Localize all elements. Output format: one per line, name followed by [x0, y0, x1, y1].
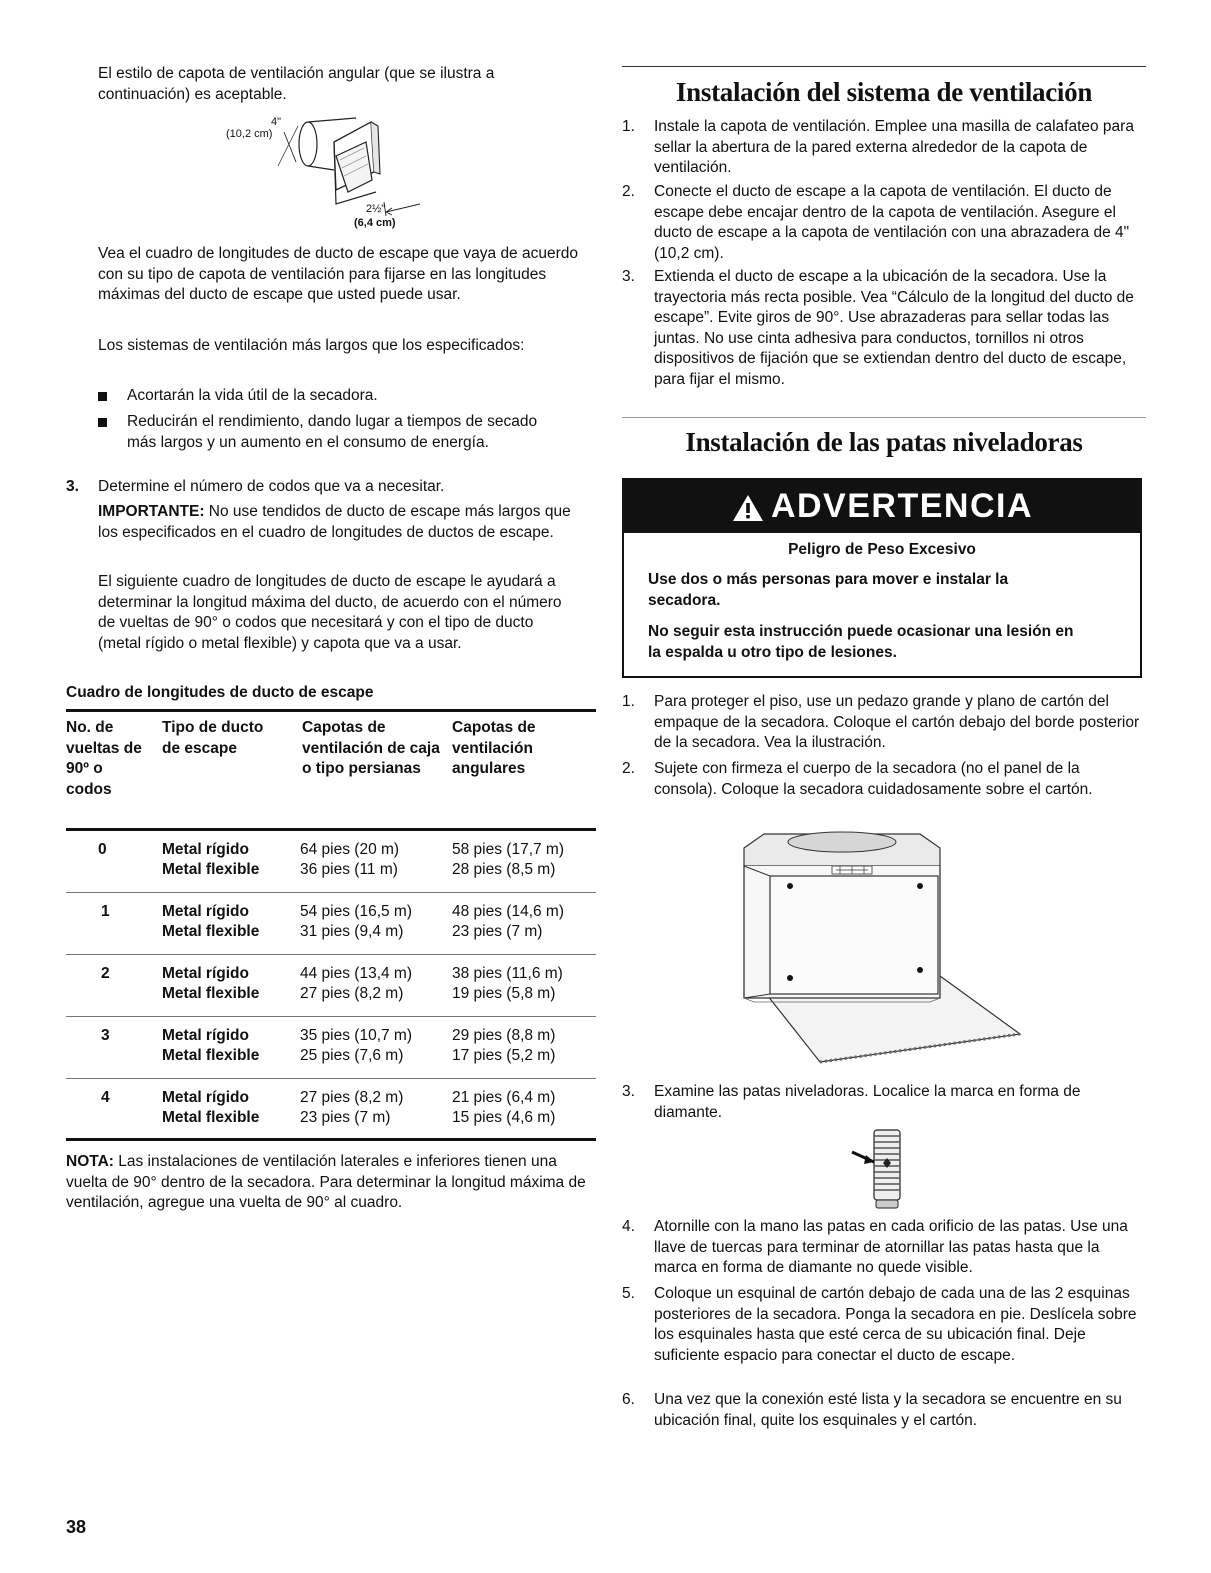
note-paragraph — [66, 1152, 586, 1214]
table-header-duct-type: Tipo de ducto de escape — [162, 719, 264, 757]
step-number: 1. — [622, 693, 635, 710]
bullet-text: Acortarán la vida útil de la secadora. — [127, 387, 378, 404]
row-type-flexible: Metal flexible — [162, 861, 260, 878]
warning-subtitle: Peligro de Peso Excesivo — [788, 541, 976, 558]
step-text: Conecte el ducto de escape a la capota de ventilación. El ducto de escape debe encajar dentro de la capota de ventilación. Asegure el ducto de escape a la capota de ventilación con una abrazadera de 4" (10,2 cm). — [654, 183, 1130, 262]
step-text: Coloque un esquinal de cartón debajo de cada una de las 2 esquinas posteriores de la secadora. Ponga la secadora en pie. Deslícela sobre los esquinales hasta que esté cerca de su ubicación final. Deje suficiente espacio para conectar el ducto de escape. — [654, 1285, 1137, 1364]
row-box-rigid: 54 pies (16,5 m) — [300, 903, 412, 920]
row-turns: 3 — [101, 1027, 110, 1044]
row-turns: 0 — [98, 841, 107, 858]
warning-box — [622, 478, 1142, 678]
section-top-rule — [622, 66, 1146, 67]
row-box-flexible: 25 pies (7,6 m) — [300, 1047, 404, 1064]
intro-paragraph: El estilo de capota de ventilación angular (que se ilustra a continuación) es aceptable. — [98, 65, 495, 103]
row-box-flexible: 31 pies (9,4 m) — [300, 923, 404, 940]
hood-dim-depth: 2½" — [366, 203, 386, 215]
row-type-rigid: Metal rígido — [162, 1027, 249, 1044]
note-text: Las instalaciones de ventilación laterales e inferiores tienen una vuelta de 90° dentro de la secadora. Para determinar la longitud máxima de ventilación, agregue una vuelta de 90° al cuadro. — [66, 1153, 586, 1211]
step-number: 3. — [66, 478, 79, 495]
hood-dim-width-metric: (10,2 cm) — [226, 128, 273, 140]
bullet-text: Reducirán el rendimiento, dando lugar a tiempos de secado más largos y un aumento en el consumo de energía. — [127, 413, 538, 451]
row-box-rigid: 44 pies (13,4 m) — [300, 965, 412, 982]
row-type-rigid: Metal rígido — [162, 903, 249, 920]
section-divider — [622, 417, 1146, 418]
step-number: 1. — [622, 118, 635, 135]
row-angular-flexible: 28 pies (8,5 m) — [452, 861, 556, 878]
table-row-rule — [66, 1016, 596, 1017]
step-text: Determine el número de codos que va a necesitar. — [98, 478, 445, 495]
step-number: 2. — [622, 183, 635, 200]
row-box-rigid: 35 pies (10,7 m) — [300, 1027, 412, 1044]
note-label: NOTA: — [66, 1153, 114, 1170]
table-row-rule — [66, 892, 596, 893]
row-angular-flexible: 19 pies (5,8 m) — [452, 985, 556, 1002]
leveling-leg-illustration — [848, 1128, 918, 1210]
step-number: 2. — [622, 760, 635, 777]
row-angular-rigid: 21 pies (6,4 m) — [452, 1089, 556, 1106]
longer-systems-paragraph: Los sistemas de ventilación más largos que los especificados: — [98, 337, 525, 354]
step-number: 3. — [622, 1083, 635, 1100]
leveling-legs-heading: Instalación de las patas niveladoras — [685, 427, 1083, 457]
table-row-rule — [66, 954, 596, 955]
row-angular-rigid: 38 pies (11,6 m) — [452, 965, 563, 982]
important-note — [98, 502, 578, 543]
row-angular-flexible: 15 pies (4,6 m) — [452, 1109, 556, 1126]
row-turns: 4 — [101, 1089, 110, 1106]
row-type-rigid: Metal rígido — [162, 1089, 249, 1106]
step-number: 5. — [622, 1285, 635, 1302]
bullet-square-icon — [98, 392, 107, 401]
row-type-flexible: Metal flexible — [162, 985, 260, 1002]
dryer-on-cardboard-illustration — [740, 826, 1030, 1074]
row-box-flexible: 27 pies (8,2 m) — [300, 985, 404, 1002]
row-type-rigid: Metal rígido — [162, 841, 249, 858]
step-text: Una vez que la conexión esté lista y la secadora se encuentre en su ubicación final, quite los esquinales y el cartón. — [654, 1391, 1122, 1429]
hood-chart-paragraph: Vea el cuadro de longitudes de ducto de escape que vaya de acuerdo con su tipo de capota de ventilación para fijarse en las longitudes máximas del ducto de escape que usted puede usar. — [98, 245, 579, 303]
row-box-flexible: 36 pies (11 m) — [300, 861, 398, 878]
important-text: No use tendidos de ducto de escape más largos que los especificados en el cuadro de longitudes de ductos de escape. — [98, 503, 571, 541]
vent-system-heading: Instalación del sistema de ventilación — [675, 77, 1093, 107]
warning-triangle-icon — [731, 493, 765, 523]
table-header-angular-hood: Capotas de ventilación angulares — [452, 719, 536, 777]
step-text: Extienda el ducto de escape a la ubicación de la secadora. Use la trayectoria más recta posible. Vea “Cálculo de la longitud del ducto de escape”. Evite giros de 90°. Use abrazaderas para sellar todas las juntas. No use cinta adhesiva para conductos, tornillos ni otros dispositivos de fijación que se extiendan dentro del ducto de escape, para fijar el mismo. — [654, 268, 1134, 388]
step-text: Para proteger el piso, use un pedazo grande y plano de cartón del empaque de la secadora. Coloque el cartón debajo del borde posterior de la secadora. Vea la ilustración. — [654, 693, 1140, 751]
row-turns: 1 — [101, 903, 110, 920]
table-bottom-rule — [66, 1138, 596, 1141]
row-box-flexible: 23 pies (7 m) — [300, 1109, 391, 1126]
page-number: 38 — [66, 1517, 87, 1537]
row-turns: 2 — [101, 965, 110, 982]
step-text: Examine las patas niveladoras. Localice la marca en forma de diamante. — [654, 1083, 1081, 1121]
warning-banner — [624, 480, 1140, 533]
bullet-square-icon — [98, 418, 107, 427]
table-title: Cuadro de longitudes de ducto de escape — [66, 684, 374, 701]
table-header-rule — [66, 828, 596, 831]
table-top-rule — [66, 709, 596, 712]
chart-intro-paragraph: El siguiente cuadro de longitudes de ducto de escape le ayudará a determinar la longitud máxima del ducto, de acuerdo con el número de vueltas de 90° o codos que necesitará y con el tipo de ducto (metal rígido o metal flexible) y capota que va a usar. — [98, 573, 562, 652]
row-box-rigid: 27 pies (8,2 m) — [300, 1089, 404, 1106]
step-text: Instale la capota de ventilación. Emplee una masilla de calafateo para sellar la abertura de la pared externa alrededor de la capota de ventilación. — [654, 118, 1134, 176]
row-angular-flexible: 17 pies (5,2 m) — [452, 1047, 556, 1064]
row-angular-flexible: 23 pies (7 m) — [452, 923, 543, 940]
hood-dim-width: 4" — [270, 116, 282, 128]
row-type-rigid: Metal rígido — [162, 965, 249, 982]
row-angular-rigid: 29 pies (8,8 m) — [452, 1027, 556, 1044]
table-row-rule — [66, 1078, 596, 1079]
warning-title: ADVERTENCIA — [770, 487, 1034, 525]
step-number: 3. — [622, 268, 635, 285]
step-text: Sujete con firmeza el cuerpo de la secadora (no el panel de la consola). Coloque la secadora cuidadosamente sobre el cartón. — [654, 760, 1093, 798]
table-header-turns: No. de vueltas de 90º o codos — [66, 719, 142, 798]
important-label: IMPORTANTE: — [98, 503, 205, 520]
row-type-flexible: Metal flexible — [162, 923, 260, 940]
row-type-flexible: Metal flexible — [162, 1047, 260, 1064]
row-box-rigid: 64 pies (20 m) — [300, 841, 400, 858]
warning-consequence: No seguir esta instrucción puede ocasionar una lesión en la espalda u otro tipo de lesiones. — [648, 623, 1074, 661]
row-type-flexible: Metal flexible — [162, 1109, 260, 1126]
step-text: Atornille con la mano las patas en cada orificio de las patas. Use una llave de tuercas para terminar de atornillar las patas hasta que la marca en forma de diamante no quede visible. — [654, 1218, 1128, 1276]
table-header-box-hood: Capotas de ventilación de caja o tipo persianas — [302, 719, 440, 777]
hood-dim-depth-metric: (6,4 cm) — [354, 217, 396, 229]
row-angular-rigid: 48 pies (14,6 m) — [452, 903, 564, 920]
warning-instruction: Use dos o más personas para mover e instalar la secadora. — [648, 571, 1009, 609]
step-number: 6. — [622, 1391, 635, 1408]
row-angular-rigid: 58 pies (17,7 m) — [452, 841, 564, 858]
step-number: 4. — [622, 1218, 635, 1235]
